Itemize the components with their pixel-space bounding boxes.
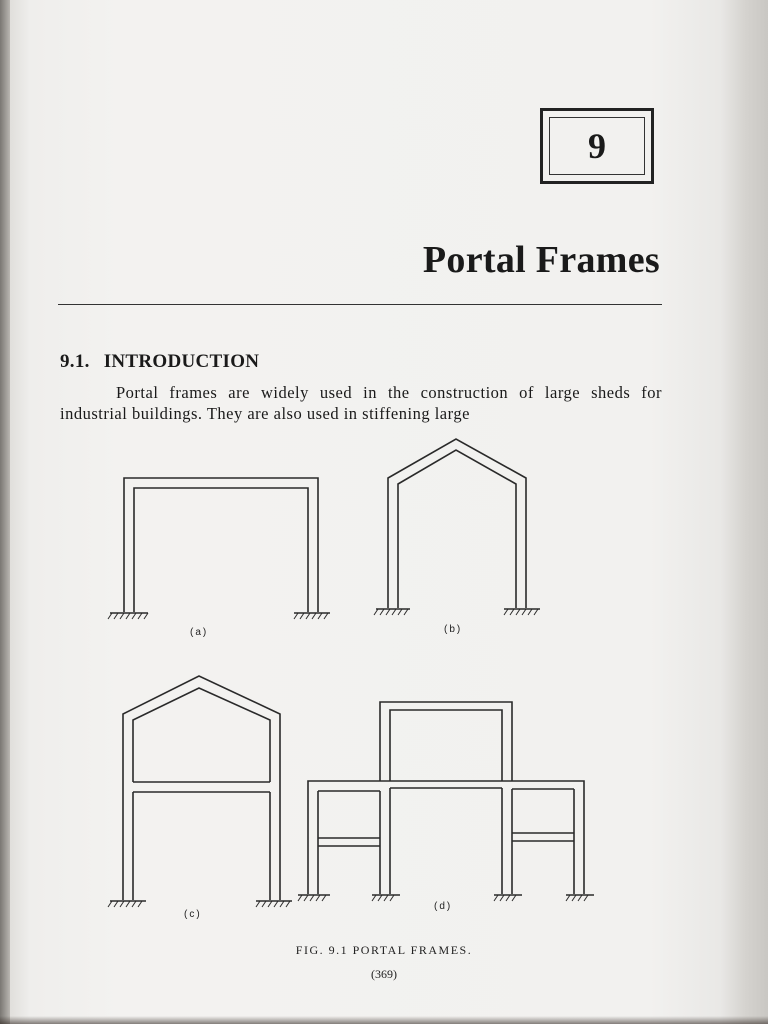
intro-paragraph-text: Portal frames are widely used in the construction of large sheds for industrial buildings. They are also used in stiffening large [60, 383, 662, 423]
figure-caption: FIG. 9.1 PORTAL FRAMES. [295, 943, 473, 957]
page-bottom-shadow [0, 1016, 768, 1024]
frame-a-drawing [108, 478, 330, 619]
figure-label-c: (c) [184, 909, 202, 920]
figure-label-b: (b) [444, 624, 463, 635]
figure-label-a: (a) [190, 627, 209, 638]
section-title: INTRODUCTION [103, 351, 260, 372]
section-number: 9.1. [60, 351, 90, 372]
chapter-number: 9 [549, 117, 645, 175]
page-number: (369) [371, 967, 397, 981]
chapter-title: Portal Frames [422, 239, 660, 281]
frame-b-drawing [374, 439, 540, 615]
frame-d-drawing [298, 702, 594, 901]
frame-c-drawing [108, 676, 292, 907]
figure-label-d: (d) [434, 901, 453, 912]
